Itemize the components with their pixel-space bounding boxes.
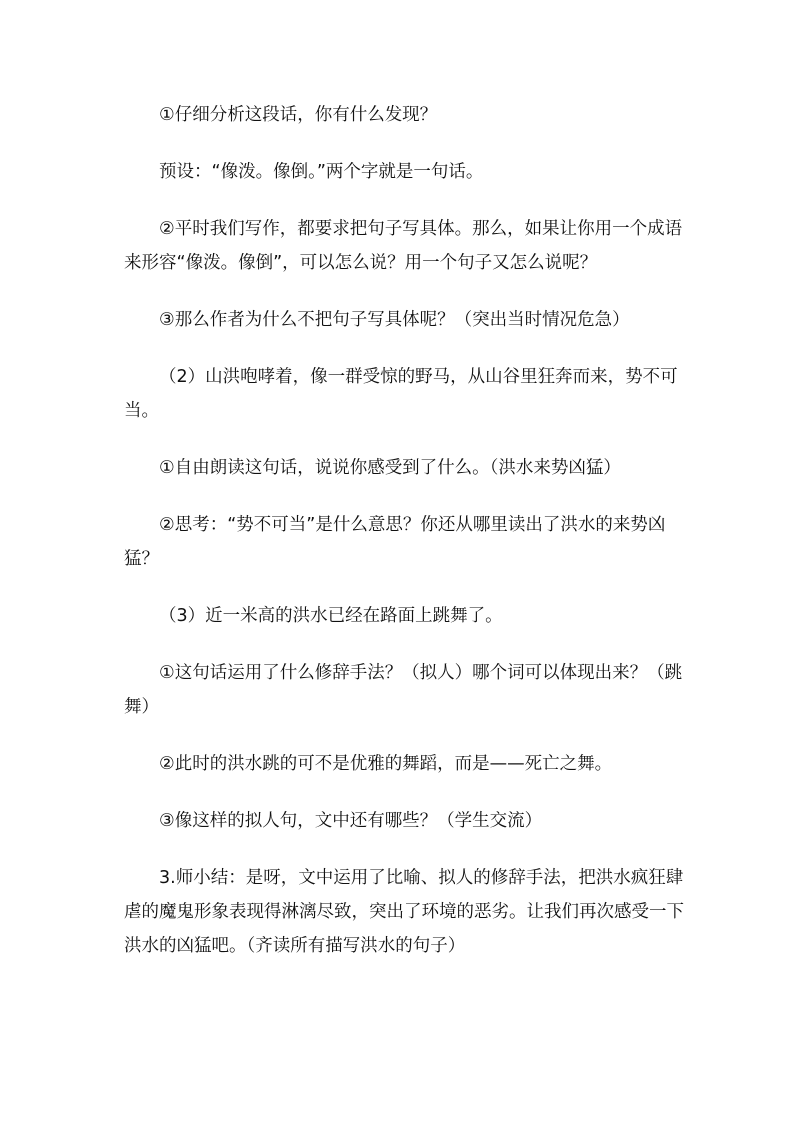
paragraph-reading-task: ①自由朗读这句话，说说你感受到了什么。（洪水来势凶猛） xyxy=(159,458,621,478)
paragraph-rhetoric-question: ①这句话运用了什么修辞手法？（拟人）哪个词可以体现出来？（跳舞） xyxy=(124,663,683,717)
paragraph-question-1: ①仔细分析这段话，你有什么发现？ xyxy=(159,105,438,125)
paragraph-preset: 预设：“像泼。像倒。”两个字就是一句话。 xyxy=(159,162,484,182)
paragraph-personification: ③像这样的拟人句，文中还有哪些？（学生交流） xyxy=(159,811,543,831)
paragraph-sentence-3: （3）近一米高的洪水已经在路面上跳舞了。 xyxy=(159,606,503,626)
paragraph-dance-of-death: ②此时的洪水跳的可不是优雅的舞蹈，而是——死亡之舞。 xyxy=(159,754,613,774)
document-body xyxy=(124,98,690,986)
paragraph-thinking-task: ②思考：“势不可当”是什么意思？你还从哪里读出了洪水的来势凶猛？ xyxy=(124,515,666,569)
paragraph-sentence-2: （2）山洪咆哮着，像一群受惊的野马，从山谷里狂奔而来，势不可当。 xyxy=(124,367,678,421)
paragraph-question-2: ②平时我们写作，都要求把句子写具体。那么，如果让你用一个成语来形容“像泼。像倒”，可以怎么说？用一个句子又怎么说呢？ xyxy=(124,219,683,273)
paragraph-teacher-summary: 3.师小结：是呀，文中运用了比喻、拟人的修辞手法，把洪水疯狂肆虐的魔鬼形象表现得淋漓尽致，突出了环境的恶劣。让我们再次感受一下洪水的凶猛吧。（齐读所有描写洪水的句子） xyxy=(124,868,684,956)
paragraph-question-3: ③那么作者为什么不把句子写具体呢？（突出当时情况危急） xyxy=(159,310,630,330)
